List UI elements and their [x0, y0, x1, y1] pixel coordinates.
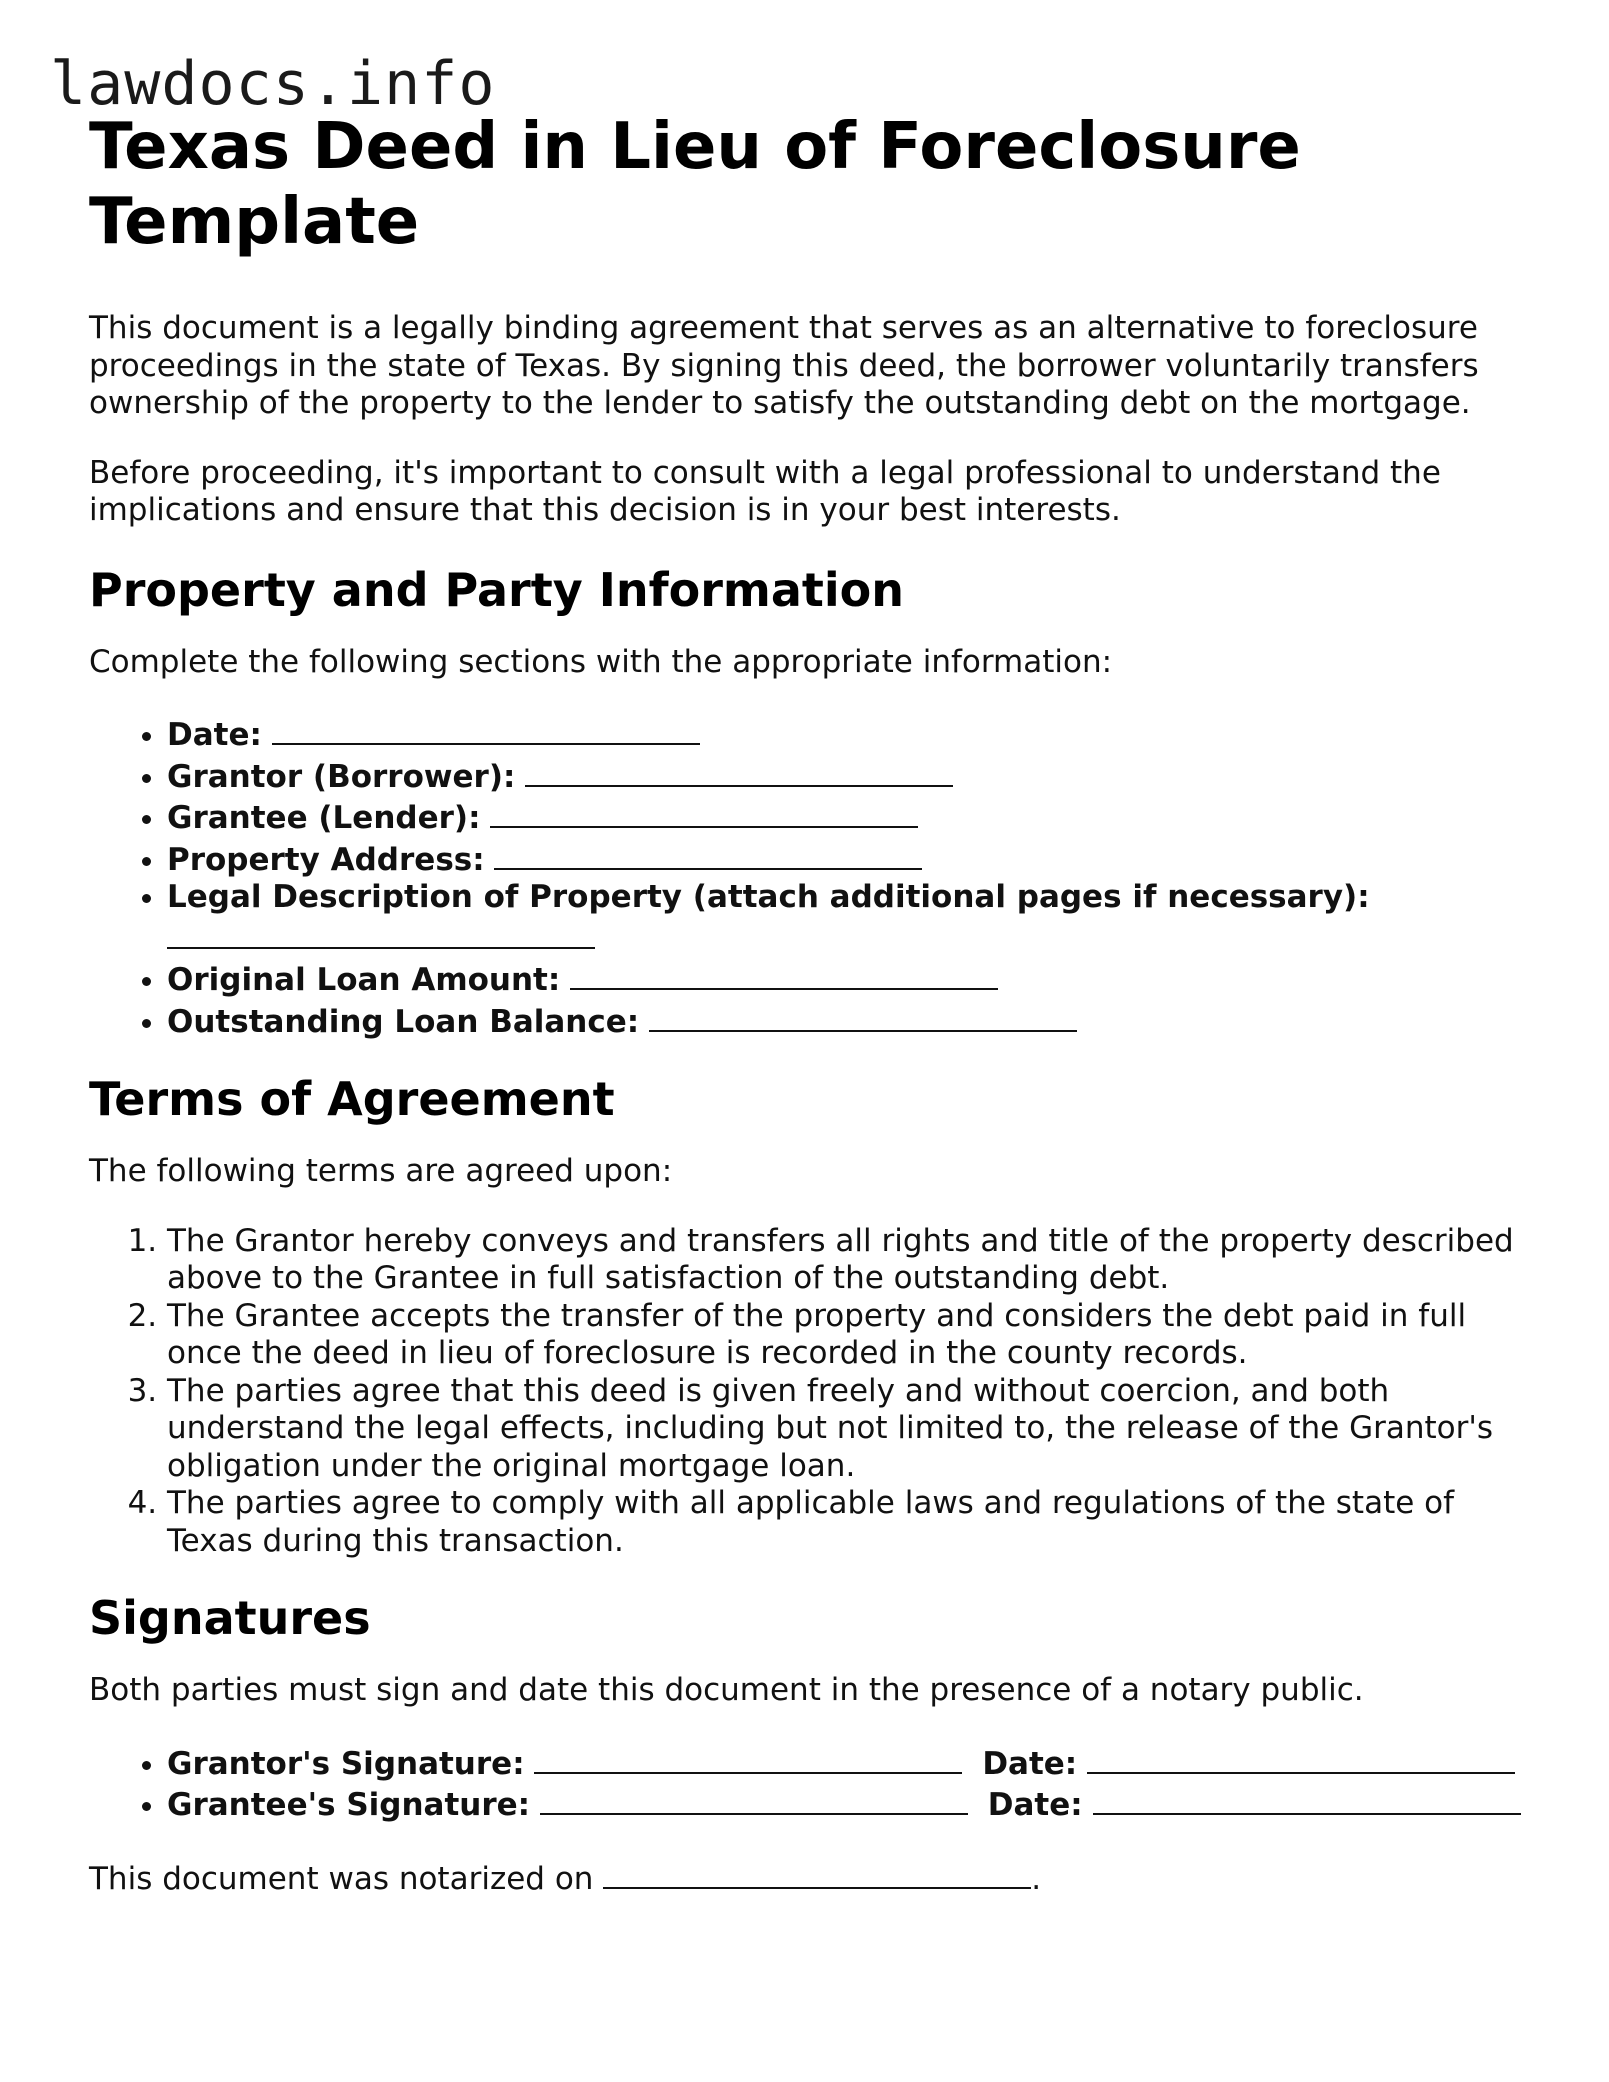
notary-statement — [89, 1857, 1529, 1899]
field-label-property-address: Property Address: — [167, 841, 485, 878]
intro-paragraph-2: Before proceeding, it's important to consult with a legal professional to understand the implications and ensure that this decision is in your best interests. — [89, 454, 1441, 528]
term-item-4: 4. The parties agree to comply with all applicable laws and regulations of the state of Texas during this transaction. — [167, 1485, 1529, 1560]
field-label-original-loan-amount: Original Loan Amount: — [167, 962, 561, 998]
list-item — [167, 796, 1529, 838]
list-item — [167, 713, 1529, 755]
property-section-heading: Property and Party Information — [89, 562, 904, 617]
property-section-instruction: Complete the following sections with the appropriate information: — [89, 643, 1113, 680]
notary-prefix: This document was notarized on — [89, 1860, 594, 1897]
intro-paragraph-1: This document is a legally binding agreement that serves as an alternative to foreclosure proceedings in the state of Texas. By signing this deed, the borrower voluntarily transfers ownership of the property to the lender to satisfy the outstanding debt on the mortgage. — [89, 310, 1479, 421]
terms-section-instruction: The following terms are agreed upon: — [89, 1153, 673, 1189]
field-label-legal-description: Legal Description of Property (attach additional pages if necessary): — [167, 879, 1370, 915]
document-page — [89, 110, 1529, 1898]
terms-section-heading: Terms of Agreement — [89, 1072, 615, 1126]
signature-list — [89, 1742, 1529, 1825]
field-label-grantor: Grantor (Borrower): — [167, 758, 516, 795]
term-item-2: 2. The Grantee accepts the transfer of the property and considers the debt paid in full once the deed in lieu of foreclosure is recorded in the county records. — [167, 1298, 1529, 1373]
grantor-blank-line[interactable] — [525, 755, 953, 787]
field-label-grantee: Grantee (Lender): — [167, 800, 481, 836]
property-address-blank-line[interactable] — [494, 838, 922, 870]
grantee-date-blank-line[interactable] — [1093, 1783, 1521, 1815]
grantee-signature-label: Grantee's Signature: — [167, 1787, 531, 1823]
signatures-section-instruction: Both parties must sign and date this document in the presence of a notary public. — [89, 1672, 1364, 1708]
date-blank-line[interactable] — [272, 713, 700, 745]
terms-list — [89, 1223, 1529, 1561]
list-item — [167, 1000, 1529, 1042]
field-label-outstanding-loan-balance: Outstanding Loan Balance: — [167, 1003, 640, 1040]
page-title: Texas Deed in Lieu of Foreclosure Template — [89, 110, 1301, 259]
term-item-1: 1. The Grantor hereby conveys and transfers all rights and title of the property described above to the Grantee in full satisfaction of the outstanding debt. — [167, 1223, 1529, 1298]
list-item — [167, 755, 1529, 797]
grantor-date-label: Date: — [982, 1745, 1078, 1782]
list-item — [167, 838, 1529, 880]
grantee-blank-line[interactable] — [490, 796, 918, 828]
notary-suffix: . — [1031, 1860, 1042, 1897]
property-field-list — [89, 713, 1529, 1041]
grantee-signature-blank-line[interactable] — [540, 1783, 968, 1815]
notary-date-blank-line[interactable] — [603, 1857, 1031, 1889]
list-item — [167, 958, 1529, 1000]
grantor-date-blank-line[interactable] — [1087, 1742, 1515, 1774]
signatures-section-heading: Signatures — [89, 1591, 371, 1645]
grantee-date-label: Date: — [987, 1787, 1083, 1823]
grantor-signature-label: Grantor's Signature: — [167, 1745, 525, 1782]
list-item — [167, 879, 1529, 958]
original-loan-amount-blank-line[interactable] — [570, 958, 998, 990]
grantor-signature-blank-line[interactable] — [534, 1742, 962, 1774]
watermark-logo: lawdocs.info — [50, 49, 496, 119]
list-item — [167, 1783, 1529, 1825]
term-item-3: 3. The parties agree that this deed is given freely and without coercion, and both understand the legal effects, including but not limited to, the release of the Grantor's obligation under the original mortgage loan. — [167, 1373, 1529, 1486]
legal-description-blank-line[interactable] — [167, 917, 595, 949]
field-label-date: Date: — [167, 717, 262, 753]
list-item — [167, 1742, 1529, 1784]
outstanding-loan-balance-blank-line[interactable] — [649, 1000, 1077, 1032]
